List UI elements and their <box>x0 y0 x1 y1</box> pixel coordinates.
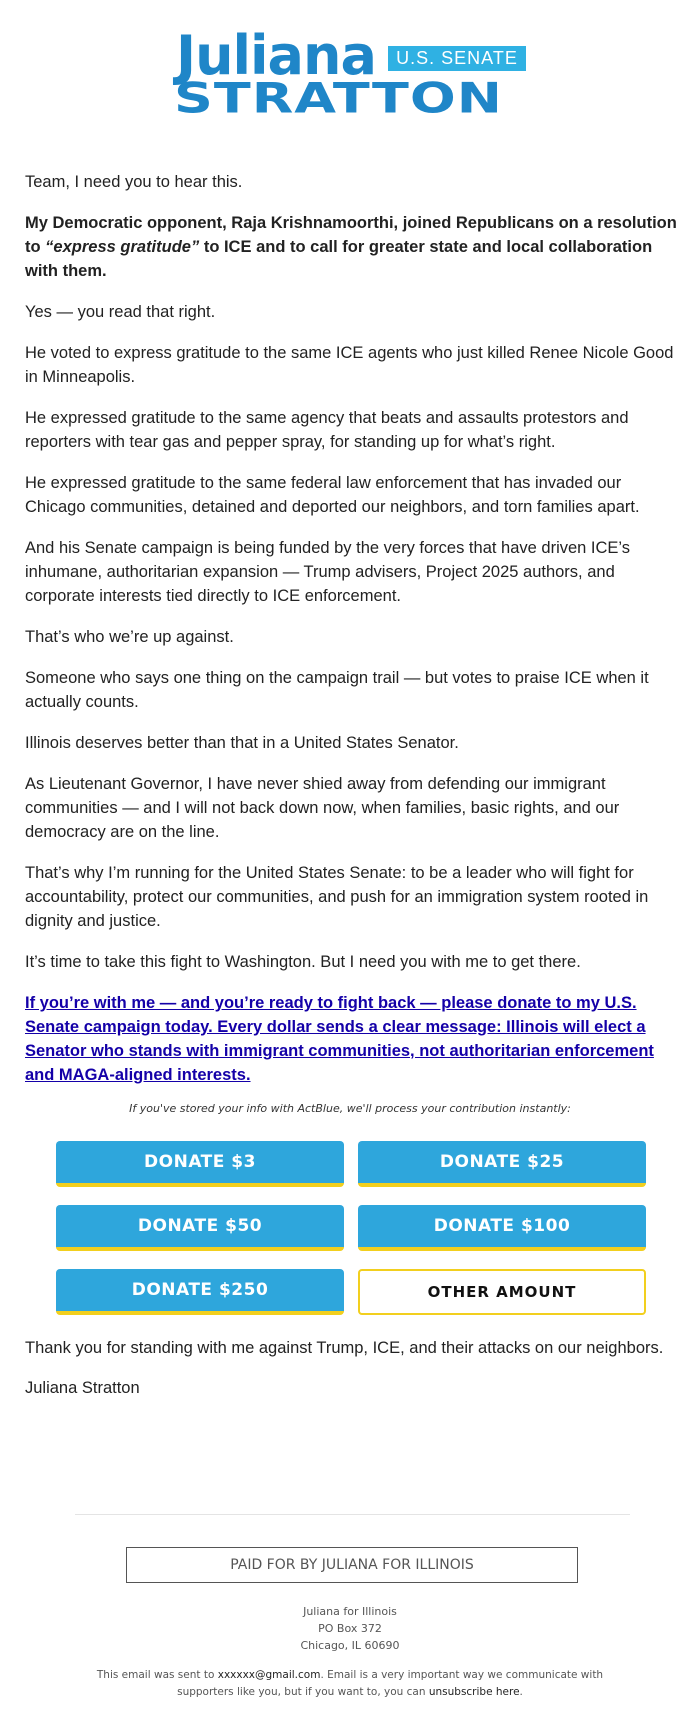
donate-100-button[interactable]: DONATE $100 <box>358 1205 646 1251</box>
address-city: Chicago, IL 60690 <box>300 1639 400 1652</box>
other-amount-button[interactable]: OTHER AMOUNT <box>358 1269 646 1315</box>
donate-cta-paragraph <box>25 991 680 1087</box>
paragraph-bold <box>25 211 680 283</box>
logo-first-name: Juliana <box>176 24 376 87</box>
signature: Juliana Stratton <box>25 1379 140 1397</box>
donate-250-button[interactable]: DONATE $250 <box>56 1269 344 1315</box>
paragraph: Illinois deserves better than that in a United States Senator. <box>25 734 459 752</box>
text-span: My Democratic opponent, Raja Krishnamoorthi, joined Republicans on a resolution to <box>25 214 677 256</box>
paragraph: And his Senate campaign is being funded by the very forces that have driven ICE’s inhumane, authoritarian expansion — Trump advisers, Project 2025 authors, and corporate interests tied directly to ICE enforcement. <box>25 539 631 605</box>
thanks-paragraph: Thank you for standing with me against Trump, ICE, and their attacks on our neighbors. <box>25 1339 664 1357</box>
logo-last-name: STRATTON <box>174 73 503 123</box>
paragraph: He expressed gratitude to the same federal law enforcement that has invaded our Chicago communities, detained and deported our neighbors, and torn families apart. <box>25 474 640 516</box>
legal-text: This email was sent to <box>96 1669 218 1681</box>
paragraph: That’s who we’re up against. <box>25 628 234 646</box>
actblue-note: If you've stored your info with ActBlue, we'll process your contribution instantly: <box>129 1102 571 1115</box>
recipient-email: xxxxxx@gmail.com <box>217 1669 321 1681</box>
legal-notice <box>95 1667 605 1701</box>
paragraph: Yes — you read that right. <box>25 303 216 321</box>
paragraph: He voted to express gratitude to the same ICE agents who just killed Renee Nicole Good in Minneapolis. <box>25 344 674 386</box>
logo-senate-badge: U.S. SENATE <box>388 46 526 71</box>
paid-for-disclaimer: PAID FOR BY JULIANA FOR ILLINOIS <box>126 1547 578 1583</box>
mailing-address <box>0 1603 700 1654</box>
text-span: to ICE and to call for greater state and local collaboration with them. <box>25 238 653 280</box>
address-po-box: PO Box 372 <box>318 1622 382 1635</box>
legal-text: . Email is a very important way we communicate with supporters like you, but if you want to, you can <box>177 1669 604 1698</box>
campaign-logo <box>0 0 700 140</box>
donate-3-button[interactable]: DONATE $3 <box>56 1141 344 1187</box>
paragraph: Someone who says one thing on the campaign trail — but votes to praise ICE when it actually counts. <box>25 669 649 711</box>
address-org: Juliana for Illinois <box>303 1605 397 1618</box>
legal-text: . <box>519 1686 523 1698</box>
email-body <box>25 170 680 1087</box>
paragraph: He expressed gratitude to the same agency that beats and assaults protestors and reporters with tear gas and pepper spray, for standing up for what’s right. <box>25 409 629 451</box>
donate-50-button[interactable]: DONATE $50 <box>56 1205 344 1251</box>
paragraph: As Lieutenant Governor, I have never shied away from defending our immigrant communities — and I will not back down now, when families, basic rights, and our democracy are on the line. <box>25 775 620 841</box>
donate-cta-link[interactable]: If you’re with me — and you’re ready to fight back — please donate to my U.S. Senate campaign today. Every dollar sends a clear message: Illinois will elect a Senator who stands with immigrant communities, not authoritarian enforcement and MAGA-aligned interests. <box>25 994 654 1084</box>
footer-divider <box>75 1514 630 1515</box>
emphasis-text: “express gratitude” <box>45 238 200 256</box>
paragraph: It’s time to take this fight to Washington. But I need you with me to get there. <box>25 953 581 971</box>
closing-section <box>25 1336 680 1416</box>
paragraph: That’s why I’m running for the United States Senate: to be a leader who will fight for accountability, protect our communities, and push for an immigration system rooted in dignity and justice. <box>25 864 649 930</box>
paragraph: Team, I need you to hear this. <box>25 173 243 191</box>
unsubscribe-link[interactable]: unsubscribe here <box>428 1686 520 1698</box>
donate-25-button[interactable]: DONATE $25 <box>358 1141 646 1187</box>
